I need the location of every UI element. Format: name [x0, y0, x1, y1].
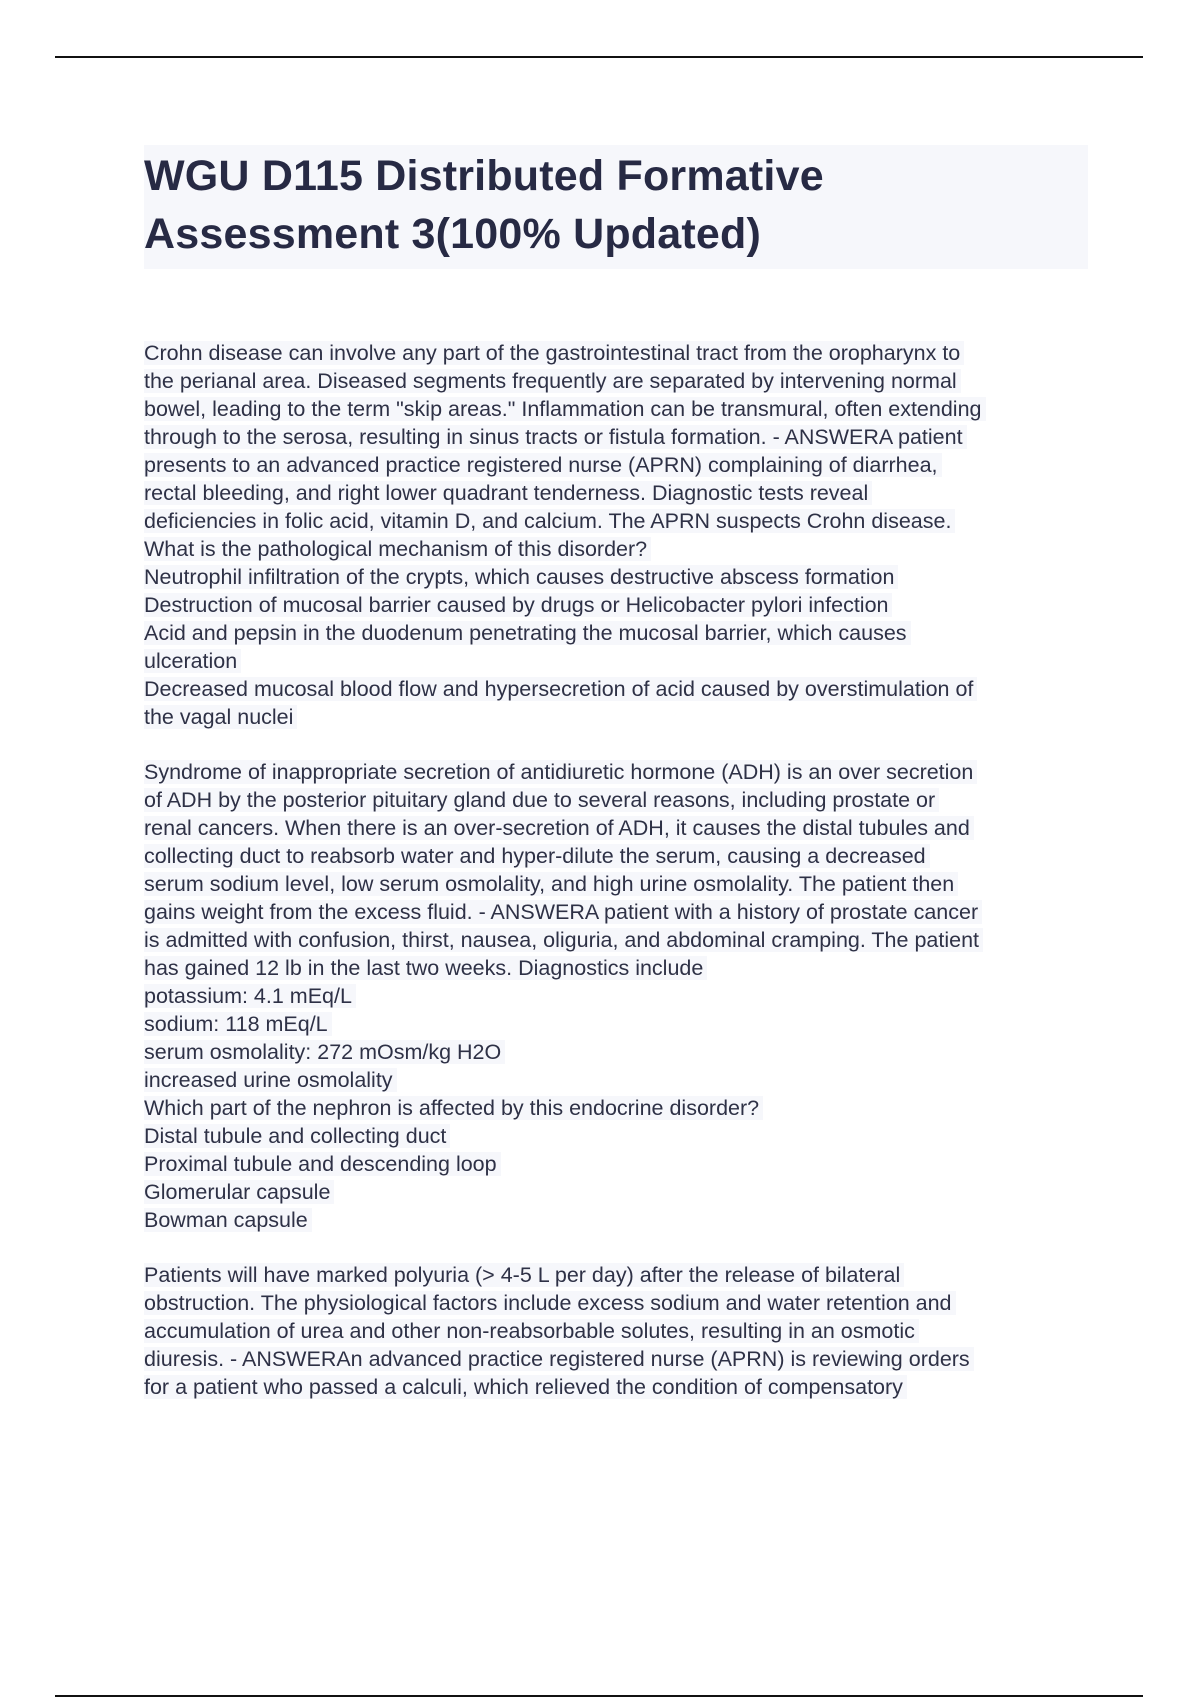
text-line-content: sodium: 118 mEq/L: [144, 1012, 332, 1036]
text-line: [144, 982, 1094, 1010]
text-line-content: serum sodium level, low serum osmolality, and high urine osmolality. The patient then: [144, 872, 958, 896]
text-line-content: deficiencies in folic acid, vitamin D, and calcium. The APRN suspects Crohn disease.: [144, 509, 955, 533]
text-line-content: through to the serosa, resulting in sinus tracts or fistula formation. - ANSWERA patient: [144, 425, 967, 449]
text-line-content: Which part of the nephron is affected by this endocrine disorder?: [144, 1096, 763, 1120]
text-line-content: gains weight from the excess fluid. - ANSWERA patient with a history of prostate cancer: [144, 900, 982, 924]
text-line: [144, 675, 1094, 703]
qa-paragraph: [144, 1261, 1094, 1401]
text-line-content: Destruction of mucosal barrier caused by drugs or Helicobacter pylori infection: [144, 593, 892, 617]
text-line: [144, 1373, 1094, 1401]
text-line-content: Proximal tubule and descending loop: [144, 1152, 501, 1176]
text-line: [144, 842, 1094, 870]
text-line: [144, 786, 1094, 814]
text-line: [144, 898, 1094, 926]
text-line-content: Acid and pepsin in the duodenum penetrating the mucosal barrier, which causes: [144, 621, 911, 645]
text-line: [144, 451, 1094, 479]
text-line: [144, 339, 1094, 367]
text-line-content: diuresis. - ANSWERAn advanced practice registered nurse (APRN) is reviewing orders: [144, 1347, 974, 1371]
text-line-content: presents to an advanced practice registered nurse (APRN) complaining of diarrhea,: [144, 453, 942, 477]
text-line-content: ulceration: [144, 649, 241, 673]
text-line: [144, 926, 1094, 954]
document-title: [144, 145, 1088, 269]
qa-paragraph: [144, 758, 1094, 1234]
text-line-content: Bowman capsule: [144, 1208, 312, 1232]
text-line: [144, 1038, 1094, 1066]
text-line: [144, 423, 1094, 451]
text-line: [144, 870, 1094, 898]
text-line-content: obstruction. The physiological factors include excess sodium and water retention and: [144, 1291, 956, 1315]
text-line: [144, 758, 1094, 786]
text-line-content: bowel, leading to the term "skip areas." Inflammation can be transmural, often extending: [144, 397, 986, 421]
text-line: [144, 1094, 1094, 1122]
text-line: [144, 479, 1094, 507]
document-body: [144, 339, 1094, 1428]
text-line: [144, 1178, 1094, 1206]
title-line: WGU D115 Distributed Formative: [144, 152, 824, 200]
text-line: [144, 619, 1094, 647]
text-line-content: the vagal nuclei: [144, 705, 297, 729]
text-line: [144, 535, 1094, 563]
text-line: [144, 1317, 1094, 1345]
text-line-content: Patients will have marked polyuria (> 4-5 L per day) after the release of bilateral: [144, 1263, 904, 1287]
text-line: [144, 954, 1094, 982]
text-line-content: potassium: 4.1 mEq/L: [144, 984, 356, 1008]
text-line: [144, 1206, 1094, 1234]
text-line-content: Syndrome of inappropriate secretion of antidiuretic hormone (ADH) is an over secretion: [144, 760, 977, 784]
text-line: [144, 1066, 1094, 1094]
text-line: [144, 1122, 1094, 1150]
text-line-content: of ADH by the posterior pituitary gland due to several reasons, including prostate or: [144, 788, 939, 812]
qa-paragraph: [144, 339, 1094, 731]
title-line: Assessment 3(100% Updated): [144, 210, 761, 258]
text-line-content: Decreased mucosal blood flow and hypersecretion of acid caused by overstimulation of: [144, 677, 977, 701]
text-line: [144, 1345, 1094, 1373]
text-line: [144, 507, 1094, 535]
text-line-content: increased urine osmolality: [144, 1068, 397, 1092]
text-line-content: Neutrophil infiltration of the crypts, which causes destructive abscess formation: [144, 565, 898, 589]
text-line: [144, 647, 1094, 675]
text-line-content: the perianal area. Diseased segments frequently are separated by intervening normal: [144, 369, 961, 393]
text-line: [144, 814, 1094, 842]
text-line: [144, 367, 1094, 395]
text-line-content: Crohn disease can involve any part of the gastrointestinal tract from the oropharynx to: [144, 341, 964, 365]
text-line: [144, 591, 1094, 619]
text-line-content: renal cancers. When there is an over-secretion of ADH, it causes the distal tubules and: [144, 816, 974, 840]
text-line: [144, 563, 1094, 591]
text-line-content: for a patient who passed a calculi, which relieved the condition of compensatory: [144, 1375, 907, 1399]
text-line-content: is admitted with confusion, thirst, nausea, oliguria, and abdominal cramping. The patient: [144, 928, 983, 952]
header-rule: [55, 56, 1143, 58]
text-line: [144, 1150, 1094, 1178]
text-line-content: rectal bleeding, and right lower quadrant tenderness. Diagnostic tests reveal: [144, 481, 872, 505]
text-line-content: has gained 12 lb in the last two weeks. Diagnostics include: [144, 956, 707, 980]
text-line-content: collecting duct to reabsorb water and hyper-dilute the serum, causing a decreased: [144, 844, 930, 868]
text-line: [144, 395, 1094, 423]
text-line: [144, 1289, 1094, 1317]
text-line-content: Distal tubule and collecting duct: [144, 1124, 450, 1148]
footer-rule: [55, 1695, 1143, 1697]
text-line-content: serum osmolality: 272 mOsm/kg H2O: [144, 1040, 505, 1064]
text-line-content: Glomerular capsule: [144, 1180, 334, 1204]
text-line: [144, 1261, 1094, 1289]
text-line: [144, 1010, 1094, 1038]
text-line-content: accumulation of urea and other non-reabsorbable solutes, resulting in an osmotic: [144, 1319, 919, 1343]
text-line-content: What is the pathological mechanism of this disorder?: [144, 537, 651, 561]
text-line: [144, 703, 1094, 731]
